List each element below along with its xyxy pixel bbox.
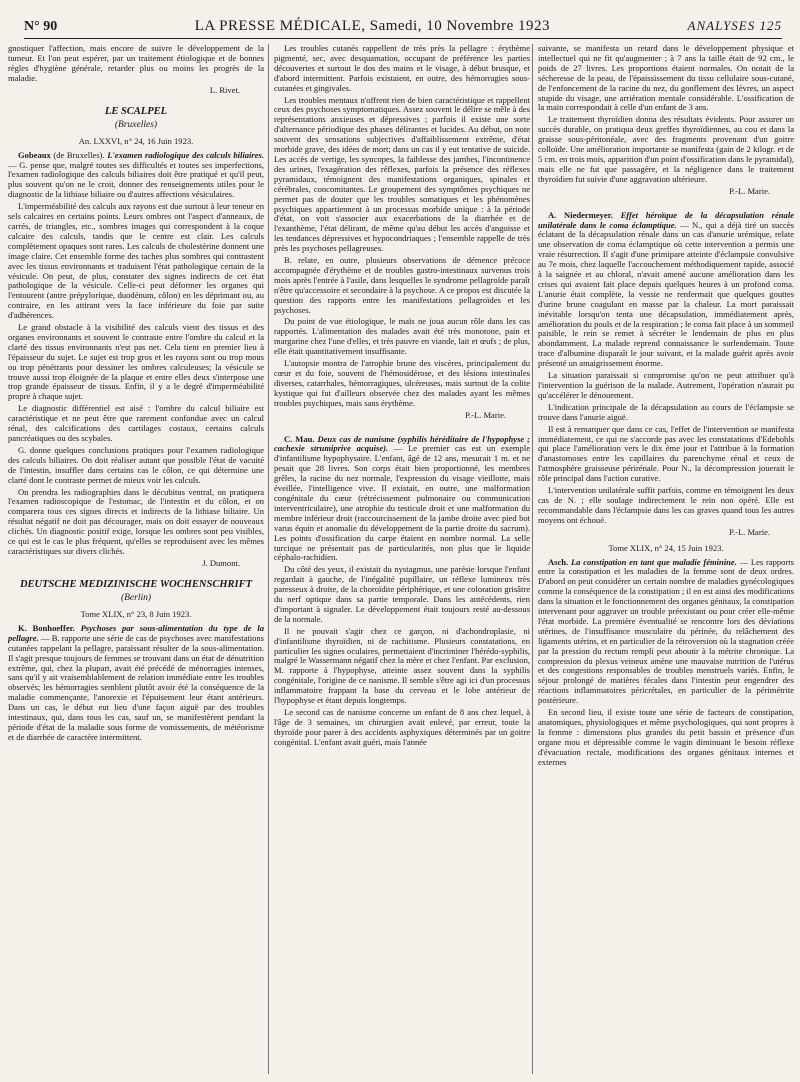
article-text: — B. rapporte une série de cas de psychoses avec manifestations cutanées rappelant la pellagre, paraissant résulter de la sous-alimentation. Il s'agit presque toujours de femmes se trouvant dans un état de dénutrition extrême, qui, chez la plupart, avait été précédé de ménorragies intenses, sans qu'il y ait vraisemblablement de relation immédiate entre les troubles observés; les hémorragies semblent plutôt avoir été la conséquence de la maladie commençante, l'anorexie et l'épuisement leur étant antérieurs. Dans un cas, le début eut lieu d'une façon aiguë par des troubles intestinaux, qui, dans tous les cas, sauf un, se manifestèrent pendant la période d'état de la maladie sous forme de vomissements, de météorisme et de diarrhée de caractère intermittent. xyxy=(8,632,264,742)
article-text: — Les rapports entre la constipation et les maladies de la femme sont de deux ordres. D'abord on peut considérer un certain nombre de maladies gynécologiques comme la conséquence de la constipation ; il en est ainsi des modifications dans la situation et le fonctionnement des organes génitaux, la constipation intervenant pour aggraver un trouble préexistant ou pour créer elle-même l'état morbide. La première éventualité se rencontre lors des déviations utérines, de l'insuffisance musculaire du périnée, du relâchement des ligaments utérins, et en particulier de la rétroversion où la stagnation créée par la pression du rectum rempli peut aboutir à la métrite chronique. La compression du plexus veineux amène une mauvaise nutrition de l'utérus et des congestions responsables de troubles menstruels variés. Enfin, le séjour prolongé de matières fécales dans l'intestin peut engendrer des réactions inflammatoires péricrétales, en particulier de la périmétrite postérieure. xyxy=(538,556,794,706)
article-author: Gobeaux xyxy=(18,149,51,160)
section-page: ANALYSES 125 xyxy=(687,18,782,33)
column-divider xyxy=(268,44,269,1074)
paragraph: suivante, se manifesta un retard dans le développement physique et intellectuel qui ne fit qu'augmenter ; à 7 ans la taille était de 92 cm., le poids de 27 livres. Les proportions étaient normales. On notait de la sécheresse de la peau, de l'épaississement du tissu cellulaire sous-cutané, de l'enfoncement de la racine du nez, du gonflement des lèvres, un aspect stupide du visage, une arriération mentale considérable. L'ossification de la main correspondait à celle d'un enfant de 3 ans. xyxy=(538,44,794,113)
article-title: La constipation en tant que maladie féminine. xyxy=(570,556,737,567)
article-text: — N., qui a déjà tiré un succès éclatant de la décapsulation rénale dans un cas d'anurie urémique, relate une observation de coma éclamptique où cette intervention a permis une vraie résurrection. Il s'agit d'une primipare atteinte d'éclampsie convulsive au 7e mois, chez laquelle l'accouchement méthodiquement rapide, associé à la saignée et au chloral, n'avait amené aucune amélioration dans les crises qui avaient fait place depuis quelques heures à un profond coma. L'anurie était complète, la vessie ne renfermait que quelques gouttes d'urine brune coagulant en masse par la chaleur. La mort paraissait inévitable lorsqu'on tenta une décapsulation, immédiatement après, amélioration du pouls et de la respiration ; le coma fait place à un sommeil paisible, le rein se remet à sécréter le lendemain de plus en plus abondamment. La malade reprend connaissance le surlendemain. Toute trace d'albumine disparaît le jour suivant, et la malade guérit après avoir présenté un amaigrissement énorme. xyxy=(538,219,794,369)
column-divider xyxy=(532,44,533,1074)
journal-city: (Berlin) xyxy=(120,592,152,603)
column-left xyxy=(8,44,264,1074)
paragraph: gnostiquer l'affection, mais encore de suivre le développement de la tumeur. Et l'on peut espérer, par un traitement étiologique et de bonnes règles d'hygiène générale, retarder plus ou moins les progrès de la maladie. xyxy=(8,44,264,83)
column-right xyxy=(538,44,794,1074)
article-author: Asch. xyxy=(548,556,569,567)
paragraph: Il est à remarquer que dans ce cas, l'effet de l'intervention se manifesta immédiatement, ce qui ne s'accorde pas avec les constatations d'Edebohls qui place l'amélioration vers le dix ème jour et l'attribue à la formation d'anastomoses entre les capillaires du parenchyme rénal et ceux de l'atmosphère graisseuse périrénale. Pour N., la décompression jouerait le rôle principal dans l'action curative. xyxy=(538,423,794,484)
paragraph: Le diagnostic différentiel est aisé : l'ombre du calcul biliaire est caractéristique et ne peut être que rarement confondue avec un calcul rénal, des calcifications des cartilages costaux, certains calculs pancréatiques ou des scybales. xyxy=(8,403,264,443)
journal-name: DEUTSCHE MEDIZINISCHE WOCHENSCHRIFT xyxy=(19,578,253,590)
paragraph: L'imperméabilité des calculs aux rayons est due surtout à leur teneur en sels calcaires en certains points. Leurs ombres ont l'aspect d'anneaux, de carrés, de triangles, etc., sombres images qui correspondent à la coque calcaire des calculs, tandis que le centre est clair. Les calculs complètement opaques sont rares. Les calculs de cholestérine donnent une image claire. Cet ensemble forme des taches plus sombres qui contrastent avec les tissus environnants et traduisent l'état pathologique certain de la vésicule. On peut, de plus, constater des signes indirects de cet état pathologique de la vésicule. Celle-ci peut déformer les organes qui l'entourent (antre prépylorique, duodénum, côlon) en les déprimant ou, au contraire, en les attirant vers la face inférieure du foie par suite d'adhérences. xyxy=(8,201,264,321)
signature: P.-L. Marie. xyxy=(465,409,506,420)
paragraph: Du côté des yeux, il existait du nystagmus, une parésie lorsque l'enfant regardait à gauche, de l'inégalité pupillaire, un réflexe lumineux très paresseux à droite, de la choroïdite périphérique, et une coloration grisâtre du nerf optique dans sa partie temporale. Dans les antécédents, rien d'important à signaler. Le développement était toujours resté au-dessous de la normale. xyxy=(274,564,530,624)
signature: L. Rivet. xyxy=(209,84,240,95)
author-affiliation: (de Bruxelles). xyxy=(53,149,105,160)
article-text: — G. pense que, malgré toutes ses difficultés et toutes ses imperfections, l'examen radiologique des calculs biliaires doit être pratiqué et qu'il peut, plus souvent qu'on ne le croit, donner des renseignements utiles pour le diagnostic de la lithiase biliaire ou d'autres affections vésiculaires. xyxy=(8,159,264,200)
journal-name: LE SCALPEL xyxy=(104,105,168,117)
signature: P.-L. Marie. xyxy=(729,526,770,537)
journal-city: (Bruxelles) xyxy=(114,119,158,130)
article-author: A. Niedermeyer. xyxy=(548,209,613,220)
paragraph: La situation paraissait si compromise qu'on ne peut attribuer qu'à l'intervention la guérison de la malade. Autrement, l'opération n'aurait pu qu'accélérer le dénouement. xyxy=(538,370,794,400)
article-lead xyxy=(538,211,794,370)
article-lead xyxy=(274,435,530,564)
issue-number: N° 90 xyxy=(24,19,58,34)
article-title: Psychoses par sous-alimentation du type de la pellagre. xyxy=(8,622,264,643)
article-lead xyxy=(8,624,264,743)
issue-line: Tome XLIX, n° 24, 15 Juin 1923. xyxy=(608,542,724,553)
article-title: Effet héroïque de la décapsulation rénale unilatérale dans le coma éclamptique. xyxy=(538,209,794,230)
newspaper-title: LA PRESSE MÉDICALE, Samedi, 10 Novembre 1923 xyxy=(194,18,551,34)
paragraph: G. donne quelques conclusions pratiques pour l'examen radiologique des calculs biliaires. On doit réaliser autant que possible l'état de vacuité de l'intestin, insuffler dans certains cas le côlon, ce qui détermine une clarté dont le contraste permet de mieux voir les calculs. xyxy=(8,444,264,485)
signature: P.-L. Marie. xyxy=(729,185,770,196)
paragraph: L'autopsie montra de l'atrophie brune des viscères, principalement du cœur et du foie, souvent de l'hémosidérose, et des lésions intestinales diverses, catarrhales, hémorragiques, ulcéreuses, mais surtout de la colite kystique qui fut d'ailleurs observée chez des malades ayant les mêmes troubles psychiques, mais sans érythème. xyxy=(274,358,530,408)
paragraph: Le grand obstacle à la visibilité des calculs vient des tissus et des organes environnants et souvent le contraste entre l'ombre du calcul et la clarté des tissus environnants n'est pas net. Cela tient en premier lieu à l'épaisseur du sujet. Le sujet est trop gros et les rayons sont ou trop mous ou trop pénétrants pour dessiner les ombres calculeuses; la vésicule se trouve aussi trop éloignée de la plaque et entre elles deux s'interpose une trop grande épaisseur de tissus. Enfin, il y a le degré d'imperméabilité propre à chaque sujet. xyxy=(8,322,264,402)
paragraph: Les troubles cutanés rappellent de très près la pellagre : érythème pigmenté, sec, avec desquamation, occupant de préférence les parties découvertes et surtout le dos des mains et le visage, à début brusque, et d'abord intermittent. Parfois existaient, en outre, des hémorragies sous-cutanées et gingivales. xyxy=(274,44,530,93)
paragraph: Les troubles mentaux n'offrent rien de bien caractéristique et rappellent ceux des psychoses symptomatiques. Assez souvent le délire se mêle à des représentations anxieuses et dépressives ; parfois il existe une sorte d'alternance périodique des phases délirantes et lucides. Au début, on note souvent des sensations subjectives d'affaiblissement extrême, d'état morbide grave, des idées de mort; dans un cas il y eut tentative de suicide. Les accès de vertige, les syncopes, la faiblesse des jambes, l'incontinence des urines, l'exagération des réflexes, parfois la présence des réflexes pyramidaux, témoignent des manifestations organiques, spinales et cérébrales, concomitantes. Le groupement des symptômes psychiques ne permet pas de douter que les troubles somatiques et les phénomènes psychiques appartiennent à un processus morbide unique : à la période d'état, on voit s'associer aux exacerbations de la diarrhée et de l'exanthème, l'état délirant, de même qu'au début les accès d'angoisse et les tendances dépressives et hypocondriaques ; l'ensemble rappelle de très près les psychoses pellagreuses. xyxy=(274,94,530,254)
paragraph: Il ne pouvait s'agir chez ce garçon, ni d'achondroplasie, ni d'infantilisme thyroïdien, ni de rachitisme. Plusieurs constatations, en particulier les signes oculaires, permettaient d'incriminer l'hérédo-syphilis, malgré le Wassermann négatif chez la mère et chez l'enfant. Par exclusion, M. rapporte à l'hypophyse, atteinte assez souvent dans la syphilis congénitale, l'origine de ce nanisme. Il semble s'être agi ici d'un processus inflammatoire frappant la base du cerveau et le lobe antérieur de l'hypophyse et étant depuis longtemps. xyxy=(274,625,530,706)
issue-line: Tome XLIX, n° 23, 8 Juin 1923. xyxy=(80,608,192,619)
article-lead xyxy=(538,558,794,707)
issue-line: An. LXXVI, n° 24, 16 Juin 1923. xyxy=(78,135,194,146)
paragraph: On prendra les radiographies dans le décubitus ventral, on pratiquera l'examen radioscopique de l'estomac, de l'intestin et du côlon, et on comparera tous ces signes directs et indirects de la lithiase biliaire. Un résultat négatif ne doit pas décourager, mais on doit essayer de nouveaux clichés. Un diagnostic positif exige, lorsque les ombres sont peu visibles, ce qui est le cas le plus fréquent, qu'elles se reproduisent avec les mêmes caractéristiques sur divers clichés. xyxy=(8,486,264,556)
paragraph: Le second cas de nanisme concerne un enfant de 8 ans chez lequel, à l'âge de 3 semaines, un chirurgien avait enlevé, par erreur, toute la thyroïde pour parer à des accidents asphyxiques déterminés par un goitre congénital. L'enfant avait guéri, mais l'année xyxy=(274,707,530,747)
article-lead xyxy=(8,151,264,201)
paragraph: L'intervention unilatérale suffit parfois, comme en témoignent les deux cas de N. ; elle soulage indirectement le rein non opéré. Elle est recommandable dans l'éclampsie dans les cas graves quand tous les autres moyens ont échoué. xyxy=(538,485,794,525)
paragraph: B. relate, en outre, plusieurs observations de démence précoce accompagnée d'érythème et de troubles gastro-intestinaux survenus trois mois après l'entrée à l'asile, dans lesquelles le syndrome pellagroïde paraît n'être qu'accessoire et secondaire à la psychose. A ce propos est discutée la question des rapports entre les manifestations pellagroïdes et les psychoses. xyxy=(274,255,530,315)
article-text: — Le premier cas est un exemple d'infantilisme hypophysaire. L'enfant, âgé de 12 ans, mesurait 1 m. et ne pesait que 28 livres. Son corps était bien proportionné, les membres grêles, la racine du nez normale, l'expression du visage vieillotte, mais éveillée, l'intelligence vive. Il existait, en outre, une malformation congénitale du cœur (rétrécissement pulmonaire ou communication interventriculaire), une atrophie du testicule droit et une malformation du membre inférieur droit (raccourcissement de la jambe droite avec pied bot varus équin et anomalie du développement de la partie droite du sacrum). Les points d'ossification du carpe étaient en nombre normal. La selle turcique ne présentait pas de particularités, non plus que le liquide céphalo-rachidien. xyxy=(274,443,530,563)
paragraph: Le traitement thyroïdien donna des résultats évidents. Pour assurer un succès durable, on pratiqua deux greffes thyroïdiennes, au cou et dans la graisse sous-péritonéale, avec des fragments provenant d'un goitre colloïde. Une amélioration importante se manifesta (gain de 2 kilogr. et de 5 cm. en trois mois, apparition d'un point d'ossification dans le pyramidal), mais elle ne fut que passagère, et la négligence dans le traitement thyroïdien fut suivie d'une aggravation ultérieure. xyxy=(538,114,794,184)
paragraph: L'indication principale de la décapsulation au cours de l'éclampsie se trouve dans l'anurie aiguë. xyxy=(538,401,794,422)
page-header xyxy=(24,18,782,39)
article-author: C. Mau. xyxy=(284,433,315,444)
signature: J. Dumont. xyxy=(202,557,240,568)
paragraph: En second lieu, il existe toute une série de facteurs de constipation, anatomiques, physiologiques et même psychologiques, qui sont propres à la femme : dimensions plus grandes du petit bassin et présence d'un organe mou et dépressible comme le vagin diminuant le besoin réflexe d'évacuation rectale, modifications des organes génitaux internes et externes xyxy=(538,707,794,767)
article-title: L'examen radiologique des calculs biliaires. xyxy=(107,149,264,160)
article-author: K. Bonhoeffer. xyxy=(18,622,75,633)
paragraph: Du point de vue étiologique, le maïs ne joua aucun rôle dans les cas rapportés. L'alimentation des malades avait été très monotone, pain et margarine chez l'une d'elles, et très pauvre en viande, lait et œufs ; de plus, elle était quantitativement insuffisante. xyxy=(274,316,530,357)
article-title: Deux cas de nanisme (syphilis héréditaire de l'hypophyse ; cachexie strumiprive acquise). xyxy=(274,433,530,454)
column-middle xyxy=(274,44,530,1074)
